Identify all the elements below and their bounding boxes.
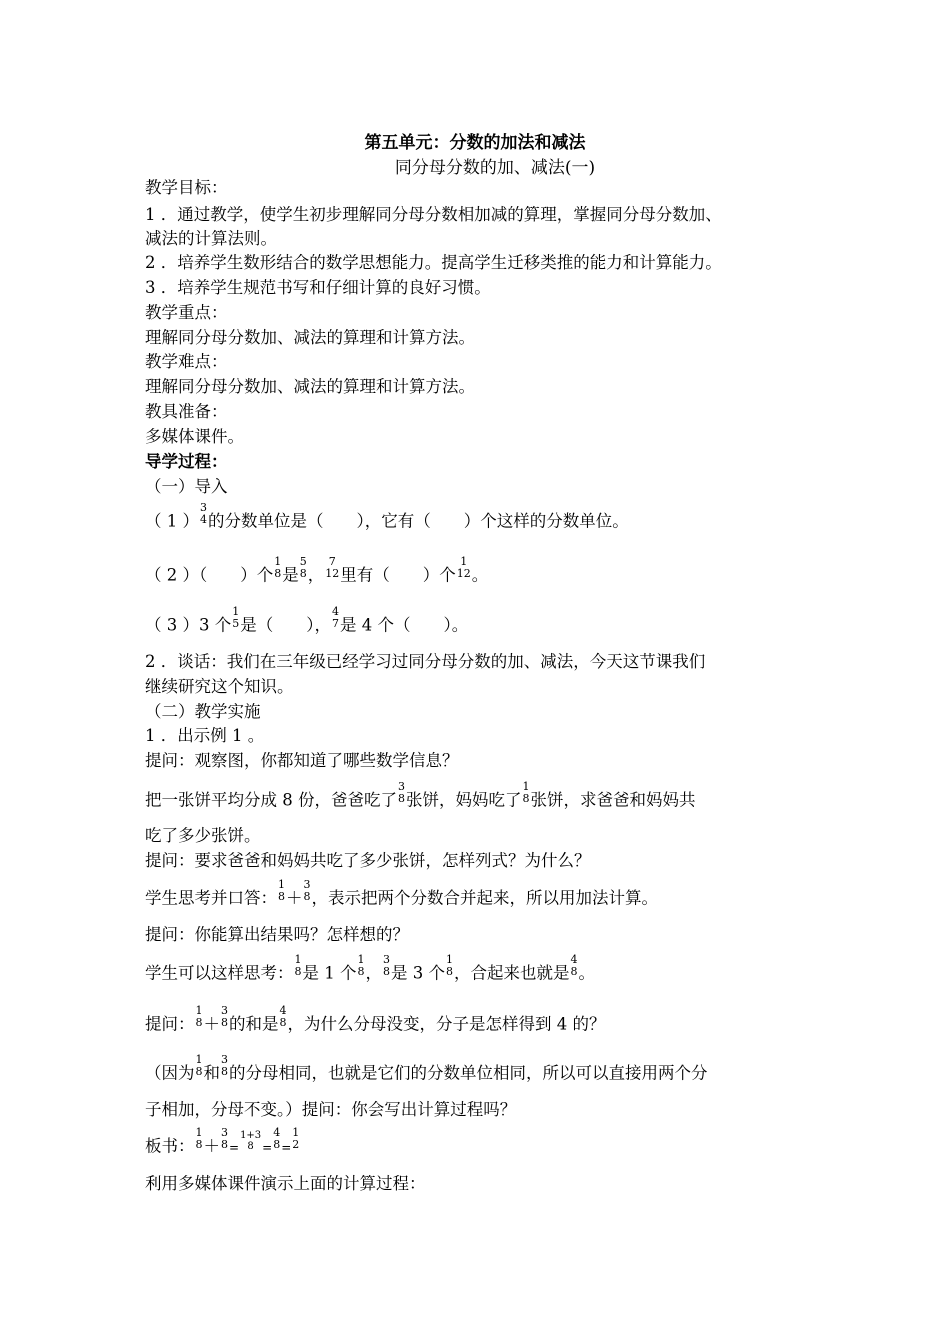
think-text: ，合起来也就是	[454, 963, 570, 983]
fraction	[196, 1005, 203, 1029]
numerator: 1	[446, 953, 453, 966]
answer-text: ，表示把两个分数合并起来，所以用加法计算。	[311, 888, 658, 908]
fraction	[304, 879, 311, 903]
key-text: 理解同分母分数加、减法的算理和计算方法。	[145, 328, 475, 347]
question-2	[145, 555, 489, 588]
q3-prefix: （ 3 ）3 个	[145, 615, 232, 635]
fraction	[358, 954, 365, 978]
question-denominator	[145, 1004, 606, 1037]
numerator: 1	[278, 878, 285, 891]
question-equation: 提问：要求爸爸和妈妈共吃了多少张饼，怎样列式？为什么？	[145, 851, 591, 870]
numerator: 1+3	[240, 1130, 262, 1141]
denominator: 8	[274, 567, 282, 580]
denominator: 2	[292, 1138, 300, 1151]
fraction	[383, 954, 390, 978]
student-answer	[145, 878, 658, 911]
fraction	[292, 1127, 299, 1151]
ask-text: 提问：	[145, 1014, 195, 1034]
denominator: 8	[221, 1138, 228, 1151]
denominator: 8	[195, 1138, 203, 1151]
numerator: 4	[570, 953, 578, 966]
key-heading: 教学重点：	[145, 303, 228, 322]
because-text: （因为	[145, 1063, 195, 1083]
fraction	[274, 556, 281, 580]
goal-3: 3 ．培养学生规范书写和仔细计算的良好习惯。	[145, 278, 491, 297]
denominator: 8	[279, 1016, 287, 1029]
fraction	[295, 954, 302, 978]
fraction	[278, 879, 285, 903]
numerator: 4	[279, 1004, 287, 1017]
numerator: 3	[221, 1004, 228, 1017]
numerator: 7	[328, 555, 336, 568]
denominator: 8	[299, 567, 307, 580]
goal-1-line-2: 减法的计算法则。	[145, 229, 277, 248]
numerator: 1	[195, 1004, 203, 1017]
numerator: 1	[274, 555, 282, 568]
denominator: 8	[221, 1016, 228, 1029]
story-text: 张饼，求爸爸和妈妈共	[530, 790, 696, 810]
q2-text: ，	[307, 565, 325, 585]
equals-sign: =	[262, 1140, 273, 1155]
question-1	[145, 501, 629, 534]
numerator: 1	[522, 780, 530, 793]
denominator: 5	[232, 617, 240, 630]
difficulty-text: 理解同分母分数加、减法的算理和计算方法。	[145, 377, 475, 396]
ask-text: ，为什么分母没变，分子是怎样得到 4 的？	[287, 1014, 606, 1034]
numerator: 3	[383, 953, 390, 966]
fraction	[273, 1127, 280, 1151]
think-text: 。	[578, 963, 595, 983]
denominator: 8	[273, 1138, 281, 1151]
q2-text: 。	[471, 565, 489, 585]
equals-sign: =	[229, 1140, 240, 1155]
denominator: 4	[200, 513, 207, 526]
page-subtitle: 同分母分数的加、减法(一)	[394, 158, 596, 178]
think-text: 是 1 个	[302, 963, 357, 983]
tools-heading: 教具准备：	[145, 402, 228, 421]
fraction	[280, 1005, 287, 1029]
think-text: 是 3 个	[391, 963, 445, 983]
because-text: 的分母相同，也就是它们的分数单位相同，所以可以直接用两个分	[229, 1063, 708, 1083]
question-result: 提问：你能算出结果吗？怎样想的？	[145, 925, 409, 944]
student-thinking	[145, 953, 595, 986]
fraction	[398, 781, 405, 805]
goal-1-line-1: 1 ．通过教学，使学生初步理解同分母分数相加减的算理，掌握同分母分数加、	[145, 205, 722, 224]
denominator: 12	[325, 567, 340, 580]
because-text: 和	[203, 1063, 220, 1083]
board-writing	[145, 1126, 300, 1159]
numerator: 1	[294, 953, 302, 966]
numerator: 4	[273, 1126, 281, 1139]
numerator: 3	[200, 501, 207, 514]
numerator: 3	[303, 878, 311, 891]
goal-2: 2 ．培养学生数形结合的数学思想能力。提高学生迁移类推的能力和计算能力。	[145, 253, 722, 272]
denominator: 8	[294, 965, 302, 978]
talk-line-2: 继续研究这个知识。	[145, 677, 294, 696]
denominator: 12	[456, 567, 471, 580]
fraction	[200, 502, 207, 526]
numerator: 3	[398, 780, 405, 793]
numerator: 1	[195, 1126, 203, 1139]
numerator: 1	[292, 1126, 300, 1139]
numerator: 1	[195, 1053, 203, 1066]
denominator: 8	[522, 792, 530, 805]
numerator: 1	[357, 953, 365, 966]
goals-heading: 教学目标：	[145, 178, 228, 197]
difficulty-heading: 教学难点：	[145, 352, 228, 371]
q2-text: 里有（ ）个	[340, 565, 456, 585]
numerator: 1	[232, 605, 240, 618]
board-label: 板书：	[145, 1136, 195, 1156]
plus-sign: ＋	[203, 1014, 220, 1034]
intro-heading: （一）导入	[145, 477, 228, 496]
fraction	[196, 1054, 203, 1078]
fraction	[446, 954, 453, 978]
process-heading: 导学过程：	[145, 452, 228, 471]
numerator: 4	[331, 605, 339, 618]
fraction	[221, 1054, 228, 1078]
fraction	[232, 606, 239, 630]
denominator: 8	[195, 1065, 203, 1078]
think-text: 学生可以这样思考：	[145, 963, 294, 983]
denominator: 8	[278, 890, 285, 903]
ask-text: 的和是	[229, 1014, 279, 1034]
question-3	[145, 605, 469, 638]
question-observe: 提问：观察图，你都知道了哪些数学信息？	[145, 751, 459, 770]
q1-prefix: （ 1 ）	[145, 511, 199, 531]
numerator: 3	[221, 1126, 228, 1139]
numerator: 1	[460, 555, 468, 568]
implementation-heading: （二）教学实施	[145, 702, 261, 721]
q3-text: 是（ ），	[240, 615, 331, 635]
fraction	[196, 1127, 203, 1151]
denominator: 8	[221, 1065, 228, 1078]
fraction	[221, 1005, 228, 1029]
talk-line-1: 2 ．谈话：我们在三年级已经学习过同分母分数的加、减法，今天这节课我们	[145, 652, 706, 671]
story-line-2: 吃了多少张饼。	[145, 826, 261, 845]
fraction	[240, 1130, 261, 1152]
denominator: 8	[398, 792, 405, 805]
numerator: 3	[221, 1053, 228, 1066]
story-text: 张饼，妈妈吃了	[406, 790, 522, 810]
because-line-2: 子相加，分母不变。）提问：你会写出计算过程吗？	[145, 1100, 517, 1119]
think-text: ，	[365, 963, 382, 983]
because-line-1	[145, 1053, 708, 1086]
denominator: 8	[303, 890, 311, 903]
plus-sign: ＋	[286, 888, 303, 908]
fraction	[221, 1127, 228, 1151]
equals-sign: =	[281, 1140, 292, 1155]
denominator: 8	[383, 965, 390, 978]
story-line-1	[145, 780, 696, 813]
story-text: 把一张饼平均分成 8 份，爸爸吃了	[145, 790, 397, 810]
fraction	[457, 556, 471, 580]
fraction	[571, 954, 578, 978]
denominator: 8	[247, 1141, 254, 1152]
fraction	[332, 606, 339, 630]
q2-prefix: （ 2 ）（ ）个	[145, 565, 274, 585]
answer-text: 学生思考并口答：	[145, 888, 277, 908]
denominator: 8	[195, 1016, 203, 1029]
fraction	[523, 781, 530, 805]
numerator: 5	[299, 555, 307, 568]
demo-text: 利用多媒体课件演示上面的计算过程：	[145, 1174, 426, 1193]
plus-sign: ＋	[203, 1136, 220, 1156]
denominator: 8	[570, 965, 578, 978]
q2-text: 是	[282, 565, 299, 585]
q1-text: 的分数单位是（ ），它有（ ）个这样的分数单位。	[208, 511, 629, 531]
fraction	[325, 556, 339, 580]
fraction	[300, 556, 307, 580]
denominator: 8	[357, 965, 365, 978]
tools-text: 多媒体课件。	[145, 427, 244, 446]
q3-text: 是 4 个（ ）。	[339, 615, 469, 635]
denominator: 8	[446, 965, 453, 978]
denominator: 7	[331, 617, 339, 630]
example-1: 1 ．出示例 1 。	[145, 726, 265, 745]
page-title: 第五单元：分数的加法和减法	[364, 133, 586, 153]
